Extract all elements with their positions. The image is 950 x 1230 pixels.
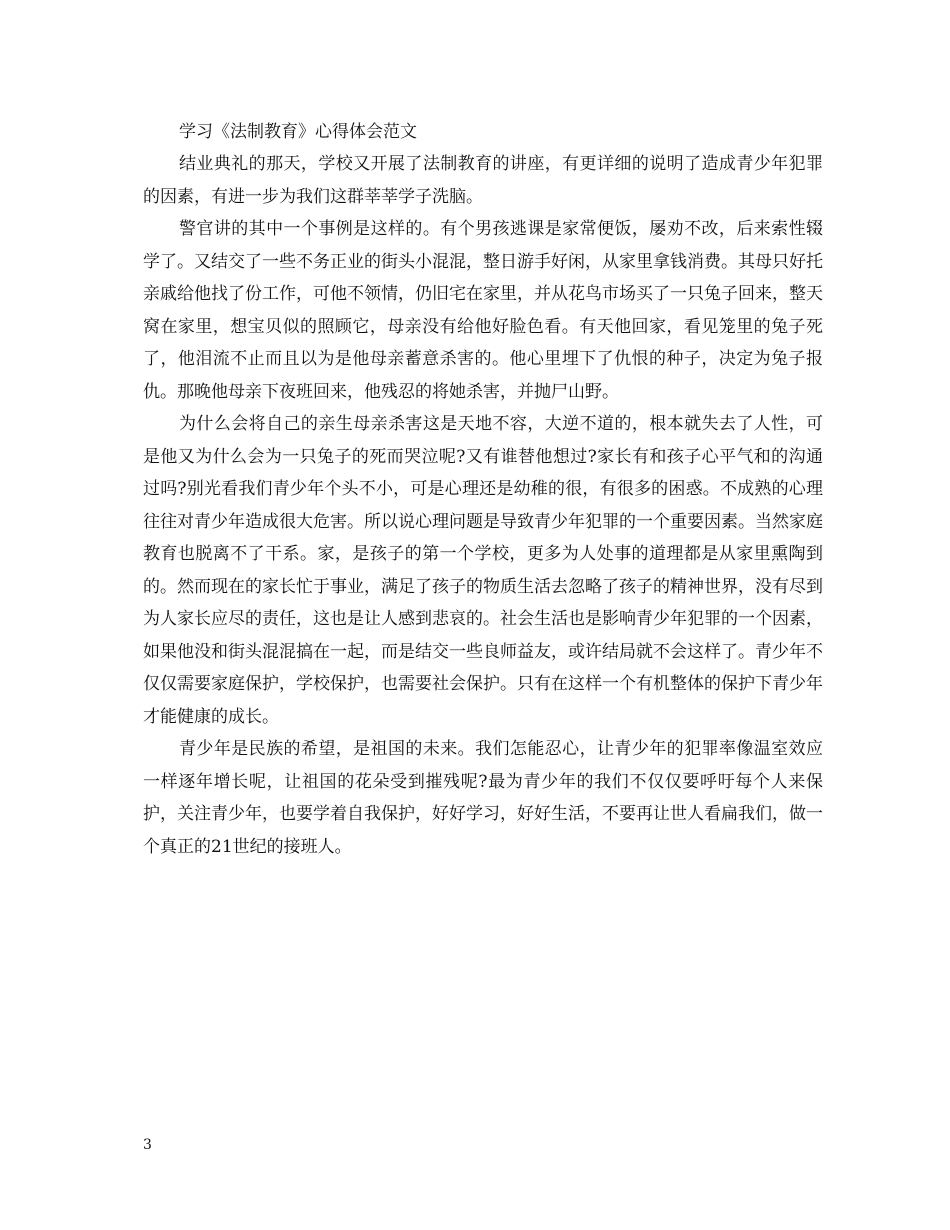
paragraph-3: 为什么会将自己的亲生母亲杀害这是天地不容，大逆不道的，根本就失去了人性，可是他又为什么会为一只兔子的死而哭泣呢?又有谁替他想过?家长有和孩子心平气和的沟通过吗?别光看我们青少年个头不小，可是心理还是幼稚的很，有很多的困惑。不成熟的心理往往对青少年造成很大危害。所以说心理问题是导致青少年犯罪的一个重要因素。当然家庭教育也脱离不了干系。家，是孩子的第一个学校，更多为人处事的道理都是从家里熏陶到的。然而现在的家长忙于事业，满足了孩子的物质生活去忽略了孩子的精神世界，没有尽到为人家长应尽的责任，这也是让人感到悲哀的。社会生活也是影响青少年犯罪的一个因素，如果他没和街头混混搞在一起，而是结交一些良师益友，或许结局就不会这样了。青少年不仅仅需要家庭保护，学校保护，也需要社会保护。只有在这样一个有机整体的保护下青少年才能健康的成长。 (143, 414, 823, 727)
paragraph-2: 警官讲的其中一个事例是这样的。有个男孩逃课是家常便饭，屡劝不改，后来索性辍学了。又结交了一些不务正业的街头小混混，整日游手好闲，从家里拿钱消费。其母只好托亲戚给他找了份工作，可他不领情，仍旧宅在家里，并从花鸟市场买了一只兔子回来，整天窝在家里，想宝贝似的照顾它，母亲没有给他好脸色看。有天他回家，看见笼里的兔子死了，他泪流不止而且以为是他母亲蓄意杀害的。他心里埋下了仇恨的种子，决定为兔子报仇。那晚他母亲下夜班回来，他残忍的将她杀害，并抛尸山野。 (143, 219, 823, 402)
paragraph-4: 青少年是民族的希望，是祖国的未来。我们怎能忍心，让青少年的犯罪率像温室效应一样逐年增长呢，让祖国的花朵受到摧残呢?最为青少年的我们不仅仅要呼吁每个人来保护，关注青少年，也要学着自我保护，好好学习，好好生活，不要再让世人看扁我们，做一个真正的21世纪的接班人。 (143, 739, 823, 857)
document-title: 学习《法制教育》心得体会范文 (179, 122, 417, 142)
document-body (143, 116, 823, 863)
paragraph-1: 结业典礼的那天，学校又开展了法制教育的讲座，有更详细的说明了造成青少年犯罪的因素，有进一步为我们这群莘莘学子洗脑。 (143, 154, 823, 207)
page-number: 3 (143, 1137, 152, 1153)
